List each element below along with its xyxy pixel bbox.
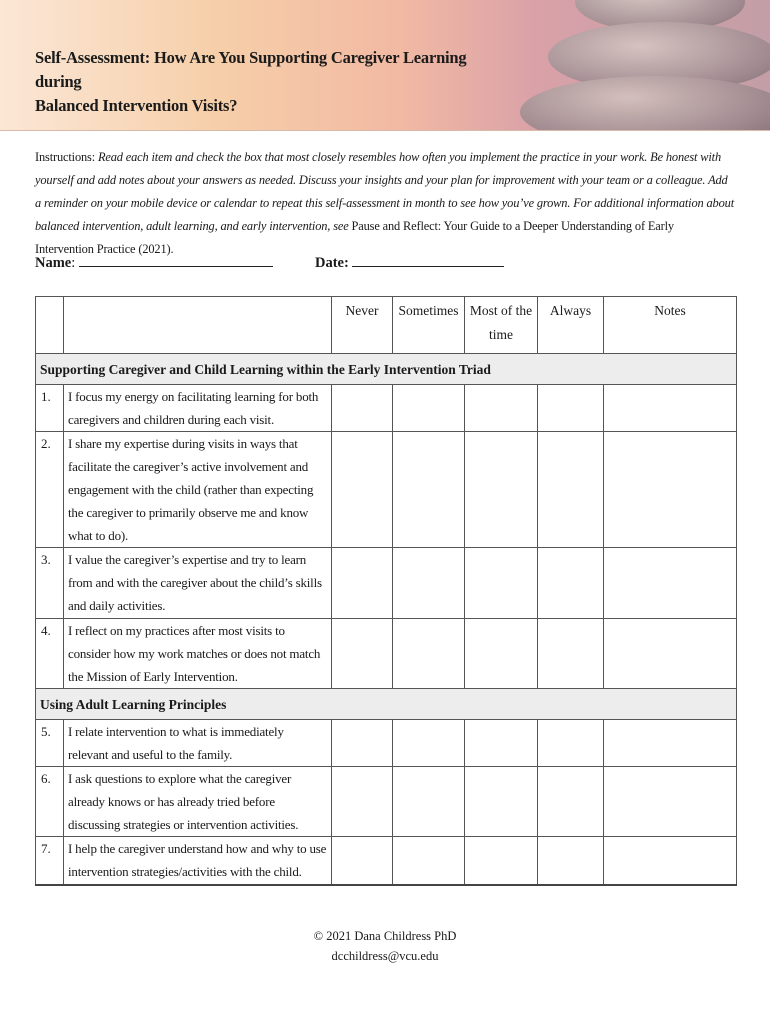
self-assessment-table [35, 296, 737, 886]
date-line[interactable] [352, 252, 504, 267]
most-of-the-time-checkbox[interactable] [465, 837, 538, 885]
header-item [64, 297, 332, 354]
never-checkbox[interactable] [332, 548, 393, 619]
header-blank [36, 297, 64, 354]
item-number: 4. [36, 619, 64, 689]
sometimes-checkbox[interactable] [393, 619, 465, 689]
notes-cell[interactable] [604, 385, 737, 432]
item-text: I share my expertise during visits in ways that facilitate the caregiver’s active involvement and engagement with the child (rather than expecting the caregiver to primarily observe me and know what to do). [64, 432, 332, 548]
date-label: Date: [315, 255, 349, 271]
always-checkbox[interactable] [538, 432, 604, 548]
most-of-the-time-checkbox[interactable] [465, 767, 538, 837]
item-text: I value the caregiver’s expertise and try to learn from and with the caregiver about the child’s skills and daily activities. [64, 548, 332, 619]
table-row [36, 619, 737, 689]
notes-cell[interactable] [604, 720, 737, 767]
name-line[interactable] [79, 252, 273, 267]
item-text: I relate intervention to what is immediately relevant and useful to the family. [64, 720, 332, 767]
stacked-stone-image [520, 76, 770, 131]
never-checkbox[interactable] [332, 767, 393, 837]
item-text: I reflect on my practices after most visits to consider how my work matches or does not match the Mission of Early Intervention. [64, 619, 332, 689]
header-sometimes: Sometimes [393, 297, 465, 354]
always-checkbox[interactable] [538, 720, 604, 767]
always-checkbox[interactable] [538, 619, 604, 689]
page-title-line-2: Balanced Intervention Visits? [35, 96, 238, 115]
contact-email: dcchildress@vcu.edu [331, 949, 439, 963]
sometimes-checkbox[interactable] [393, 720, 465, 767]
header-never: Never [332, 297, 393, 354]
name-label: Name [35, 255, 72, 271]
section-row [36, 689, 737, 720]
never-checkbox[interactable] [332, 837, 393, 885]
item-number: 1. [36, 385, 64, 432]
sometimes-checkbox[interactable] [393, 767, 465, 837]
name-field[interactable] [35, 252, 273, 272]
header-most-of-the-time: Most of the time [465, 297, 538, 354]
header-notes: Notes [604, 297, 737, 354]
page-title-line-1: Self-Assessment: How Are You Supporting Caregiver Learning during [35, 48, 467, 91]
notes-cell[interactable] [604, 548, 737, 619]
section-row [36, 354, 737, 385]
page-title [35, 46, 505, 118]
table-row [36, 720, 737, 767]
section-title: Using Adult Learning Principles [36, 689, 737, 720]
item-number: 7. [36, 837, 64, 885]
copyright: © 2021 Dana Childress PhD [313, 929, 457, 943]
notes-cell[interactable] [604, 432, 737, 548]
table-row [36, 837, 737, 885]
notes-cell[interactable] [604, 767, 737, 837]
table-row [36, 432, 737, 548]
item-number: 2. [36, 432, 64, 548]
never-checkbox[interactable] [332, 385, 393, 432]
instructions [35, 146, 735, 261]
name-colon: : [71, 255, 76, 271]
sometimes-checkbox[interactable] [393, 837, 465, 885]
instructions-reference: Pause and Reflect: Your Guide to a Deeper Understanding of Early Intervention Practice (2021). [35, 219, 674, 256]
item-number: 3. [36, 548, 64, 619]
item-number: 6. [36, 767, 64, 837]
item-text: I help the caregiver understand how and why to use intervention strategies/activities with the child. [64, 837, 332, 885]
sometimes-checkbox[interactable] [393, 385, 465, 432]
never-checkbox[interactable] [332, 720, 393, 767]
always-checkbox[interactable] [538, 837, 604, 885]
table-row [36, 767, 737, 837]
sometimes-checkbox[interactable] [393, 432, 465, 548]
notes-cell[interactable] [604, 619, 737, 689]
item-text: I focus my energy on facilitating learning for both caregivers and children during each visit. [64, 385, 332, 432]
date-field[interactable] [315, 252, 504, 272]
instructions-body: Read each item and check the box that most closely resembles how often you implement the practice in your work. Be honest with yourself and add notes about your answers as needed. Discuss your insights and your plan for improvement with your team or a colleague. Add a reminder on your mobile device or calendar to repeat this self-assessment in month to see how you’ve grown. For additional information about balanced intervention, adult learning, and early intervention, see [35, 150, 734, 233]
table-row [36, 548, 737, 619]
sometimes-checkbox[interactable] [393, 548, 465, 619]
most-of-the-time-checkbox[interactable] [465, 548, 538, 619]
table-row [36, 385, 737, 432]
instructions-label: Instructions: [35, 150, 98, 164]
notes-cell[interactable] [604, 837, 737, 885]
always-checkbox[interactable] [538, 548, 604, 619]
most-of-the-time-checkbox[interactable] [465, 619, 538, 689]
item-number: 5. [36, 720, 64, 767]
always-checkbox[interactable] [538, 385, 604, 432]
most-of-the-time-checkbox[interactable] [465, 432, 538, 548]
item-text: I ask questions to explore what the caregiver already knows or has already tried before discussing strategies or intervention activities. [64, 767, 332, 837]
never-checkbox[interactable] [332, 619, 393, 689]
header-always: Always [538, 297, 604, 354]
section-title: Supporting Caregiver and Child Learning within the Early Intervention Triad [36, 354, 737, 385]
table-header-row [36, 297, 737, 354]
header-banner [0, 0, 770, 131]
never-checkbox[interactable] [332, 432, 393, 548]
footer [0, 926, 770, 966]
most-of-the-time-checkbox[interactable] [465, 720, 538, 767]
always-checkbox[interactable] [538, 767, 604, 837]
most-of-the-time-checkbox[interactable] [465, 385, 538, 432]
